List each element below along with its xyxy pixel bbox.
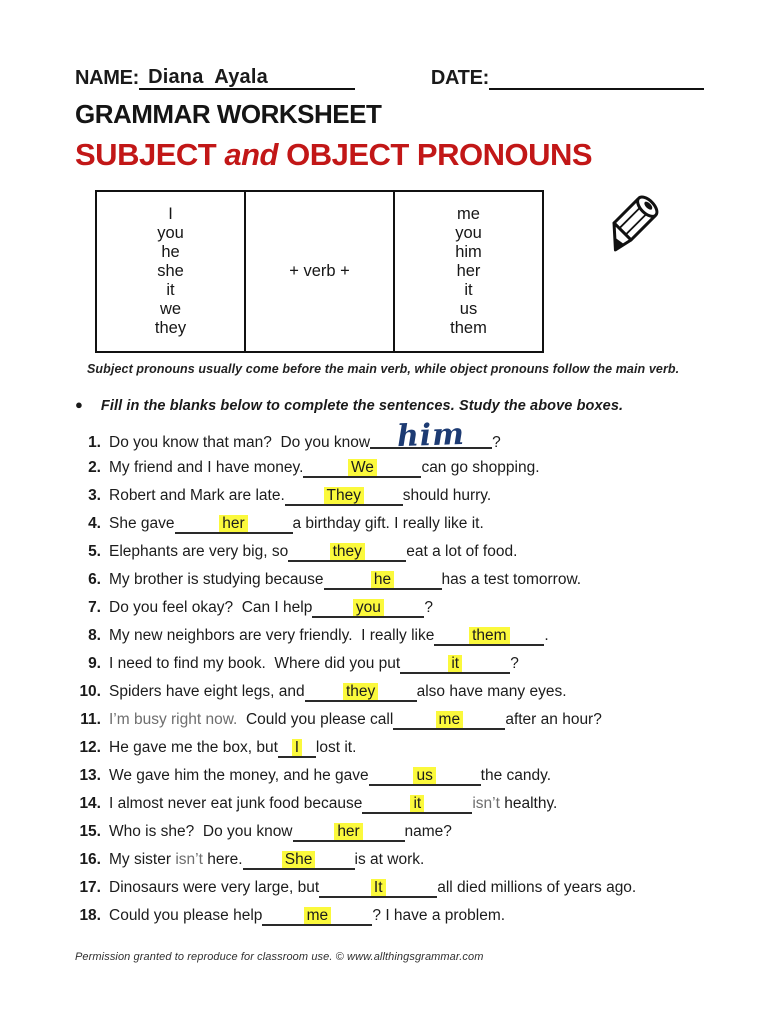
question-body bbox=[109, 543, 517, 562]
answer-blank bbox=[262, 908, 372, 926]
sentence-text: I’m busy right now. bbox=[109, 711, 238, 728]
answer-blank bbox=[278, 740, 316, 758]
question-body bbox=[109, 823, 452, 842]
instruction-text: Fill in the blanks below to complete the sentences. Study the above boxes. bbox=[100, 398, 624, 414]
date-field bbox=[431, 66, 704, 90]
sentence-text: ? bbox=[424, 599, 433, 616]
question-number: 7. bbox=[88, 599, 101, 616]
answer-text: I bbox=[292, 739, 302, 756]
date-label: DATE: bbox=[430, 67, 489, 89]
answer-text: They bbox=[324, 487, 364, 504]
question-row bbox=[75, 711, 704, 739]
question-row bbox=[75, 487, 704, 515]
sentence-text: ? bbox=[510, 655, 519, 672]
pronoun: he bbox=[161, 243, 180, 261]
sentence-text: Elephants are very big, so bbox=[109, 543, 289, 560]
answer-text: me bbox=[436, 711, 464, 728]
question-row bbox=[75, 907, 704, 935]
answer-blank bbox=[293, 824, 405, 842]
sentence-text: the candy. bbox=[480, 767, 552, 784]
answer-blank bbox=[369, 768, 481, 786]
answer-blank bbox=[400, 656, 510, 674]
sentence-text: isn’t bbox=[175, 851, 203, 868]
question-number: 9. bbox=[88, 655, 101, 672]
pronoun: us bbox=[459, 300, 478, 318]
question-body bbox=[109, 767, 551, 786]
answer-blank bbox=[370, 416, 492, 455]
sentence-text: My sister bbox=[109, 851, 176, 868]
sentence-text: eat a lot of food. bbox=[406, 543, 518, 560]
question-body bbox=[109, 683, 567, 702]
sentence-text: is at work. bbox=[354, 851, 425, 868]
question-row bbox=[75, 767, 704, 795]
answer-blank bbox=[303, 460, 421, 478]
answer-text: he bbox=[371, 571, 394, 588]
name-date-row bbox=[75, 66, 704, 90]
title-and: and bbox=[224, 137, 278, 172]
sentence-text: We gave him the money, and he gave bbox=[109, 767, 369, 784]
question-number: 3. bbox=[88, 487, 101, 504]
question-row bbox=[75, 683, 704, 711]
question-body bbox=[109, 907, 505, 926]
answer-text: they bbox=[343, 683, 378, 700]
answer-blank bbox=[305, 684, 417, 702]
sentence-text: a birthday gift. I really like it. bbox=[292, 515, 484, 532]
sentence-text: Dinosaurs were very large, but bbox=[109, 879, 320, 896]
sentence-text: has a test tomorrow. bbox=[441, 571, 582, 588]
sentence-text: ? bbox=[492, 434, 501, 451]
answer-text: them bbox=[469, 627, 509, 644]
pencil-icon bbox=[589, 194, 663, 260]
sentence-text: Do you know that man? Do you know bbox=[109, 434, 371, 451]
bullet-icon: ● bbox=[75, 397, 83, 412]
sentence-text: all died millions of years ago. bbox=[437, 879, 637, 896]
question-body bbox=[109, 655, 519, 674]
page-title bbox=[75, 137, 704, 173]
question-body bbox=[109, 739, 356, 758]
answer-blank bbox=[362, 796, 472, 814]
question-body bbox=[109, 487, 491, 506]
sentence-text: should hurry. bbox=[402, 487, 492, 504]
pronoun: I bbox=[168, 205, 173, 223]
question-number: 6. bbox=[88, 571, 101, 588]
object-pronouns-cell bbox=[394, 191, 543, 352]
sentence-text: Spiders have eight legs, and bbox=[109, 683, 305, 700]
question-number: 5. bbox=[88, 543, 101, 560]
answer-text: you bbox=[353, 599, 384, 616]
answer-blank bbox=[319, 880, 437, 898]
worksheet-title: GRAMMAR WORKSHEET bbox=[75, 99, 382, 129]
question-row bbox=[75, 823, 704, 851]
question-number: 18. bbox=[79, 907, 101, 924]
question-number: 12. bbox=[79, 739, 101, 756]
question-number: 15. bbox=[79, 823, 101, 840]
date-blank bbox=[489, 66, 704, 90]
question-body bbox=[109, 459, 540, 478]
sentence-text: also have many eyes. bbox=[416, 683, 567, 700]
instruction-line bbox=[75, 398, 704, 414]
table-caption: Subject pronouns usually come before the main verb, while object pronouns follow the main verb. bbox=[87, 362, 680, 376]
question-number: 8. bbox=[88, 627, 101, 644]
pronoun: you bbox=[157, 224, 184, 242]
question-row bbox=[75, 459, 704, 487]
answer-text: me bbox=[304, 907, 332, 924]
answer-blank bbox=[288, 544, 406, 562]
answer-blank bbox=[285, 488, 403, 506]
question-number: 14. bbox=[79, 795, 101, 812]
pronoun-table-section bbox=[75, 190, 704, 352]
question-number: 1. bbox=[88, 434, 101, 451]
sentence-text: Could you please call bbox=[237, 711, 394, 728]
question-number: 11. bbox=[80, 711, 101, 728]
pronoun: we bbox=[159, 300, 182, 318]
answer-text: him bbox=[396, 416, 466, 455]
sentence-text: Could you please help bbox=[109, 907, 263, 924]
answer-text: us bbox=[413, 767, 435, 784]
question-body bbox=[109, 711, 602, 730]
question-number: 16. bbox=[79, 851, 101, 868]
question-row bbox=[75, 739, 704, 767]
question-number: 2. bbox=[88, 459, 101, 476]
sentence-text: here. bbox=[202, 851, 243, 868]
sentence-text: after an hour? bbox=[505, 711, 602, 728]
question-row bbox=[75, 543, 704, 571]
sentence-text: She gave bbox=[109, 515, 175, 532]
pronoun: she bbox=[157, 262, 184, 280]
question-row bbox=[75, 879, 704, 907]
question-body bbox=[109, 416, 501, 455]
answer-text: She bbox=[282, 851, 316, 868]
pronoun: him bbox=[455, 243, 482, 261]
answer-blank bbox=[434, 628, 544, 646]
pronoun-table bbox=[95, 190, 544, 353]
question-row bbox=[75, 571, 704, 599]
question-row bbox=[75, 627, 704, 655]
answer-text: it bbox=[410, 795, 424, 812]
answer-text: her bbox=[219, 515, 247, 532]
pronoun: it bbox=[464, 281, 473, 299]
question-number: 4. bbox=[88, 515, 101, 532]
question-body bbox=[109, 795, 557, 814]
sentence-text: . bbox=[544, 627, 549, 644]
answer-blank bbox=[324, 572, 442, 590]
pronoun: you bbox=[455, 224, 482, 242]
question-body bbox=[109, 571, 581, 590]
pronoun: them bbox=[450, 319, 487, 337]
answer-text: We bbox=[348, 459, 377, 476]
question-number: 17. bbox=[79, 879, 101, 896]
sentence-text: My friend and I have money. bbox=[109, 459, 304, 476]
answer-blank bbox=[243, 852, 355, 870]
sentence-text: can go shopping. bbox=[421, 459, 540, 476]
title-subject: SUBJECT bbox=[75, 137, 217, 172]
answer-text: it bbox=[448, 655, 462, 672]
title-object: OBJECT PRONOUNS bbox=[286, 137, 593, 172]
sentence-text: My brother is studying because bbox=[109, 571, 324, 588]
name-value: Diana Ayala bbox=[139, 66, 355, 90]
answer-text: they bbox=[330, 543, 365, 560]
pronoun: it bbox=[166, 281, 175, 299]
name-field bbox=[75, 66, 355, 90]
question-row bbox=[75, 515, 704, 543]
sentence-text: Robert and Mark are late. bbox=[109, 487, 285, 504]
answer-blank bbox=[312, 600, 424, 618]
question-row bbox=[75, 795, 704, 823]
sentence-text: Who is she? Do you know bbox=[109, 823, 293, 840]
question-number: 13. bbox=[79, 767, 101, 784]
sentence-text: I almost never eat junk food because bbox=[109, 795, 363, 812]
pronoun: her bbox=[456, 262, 481, 280]
answer-blank bbox=[175, 516, 293, 534]
verb-cell: + verb + bbox=[245, 191, 394, 352]
question-body bbox=[109, 599, 433, 618]
question-body bbox=[109, 627, 549, 646]
answer-text: It bbox=[371, 879, 386, 896]
name-label: NAME: bbox=[75, 67, 140, 89]
sentence-text: My new neighbors are very friendly. I really like bbox=[109, 627, 435, 644]
sentence-text: I need to find my book. Where did you put bbox=[109, 655, 401, 672]
sentence-text: He gave me the box, but bbox=[109, 739, 278, 756]
pronoun: me bbox=[457, 205, 480, 223]
sentence-text: name? bbox=[404, 823, 452, 840]
footer-credit: Permission granted to reproduce for classroom use. © www.allthingsgrammar.com bbox=[75, 951, 484, 963]
question-body bbox=[109, 515, 484, 534]
answer-blank bbox=[393, 712, 505, 730]
sentence-text: isn’t bbox=[472, 795, 500, 812]
sentence-text: lost it. bbox=[315, 739, 357, 756]
subject-pronouns-cell bbox=[96, 191, 245, 352]
question-list bbox=[75, 416, 704, 935]
sentence-text: Do you feel okay? Can I help bbox=[109, 599, 313, 616]
question-number: 10. bbox=[79, 683, 101, 700]
answer-text: her bbox=[334, 823, 362, 840]
pronoun: they bbox=[154, 319, 187, 337]
question-row bbox=[75, 599, 704, 627]
question-row bbox=[75, 416, 704, 459]
sentence-text: ? I have a problem. bbox=[372, 907, 506, 924]
question-body bbox=[109, 851, 424, 870]
question-body bbox=[109, 879, 636, 898]
sentence-text: healthy. bbox=[499, 795, 558, 812]
question-row bbox=[75, 851, 704, 879]
question-row bbox=[75, 655, 704, 683]
